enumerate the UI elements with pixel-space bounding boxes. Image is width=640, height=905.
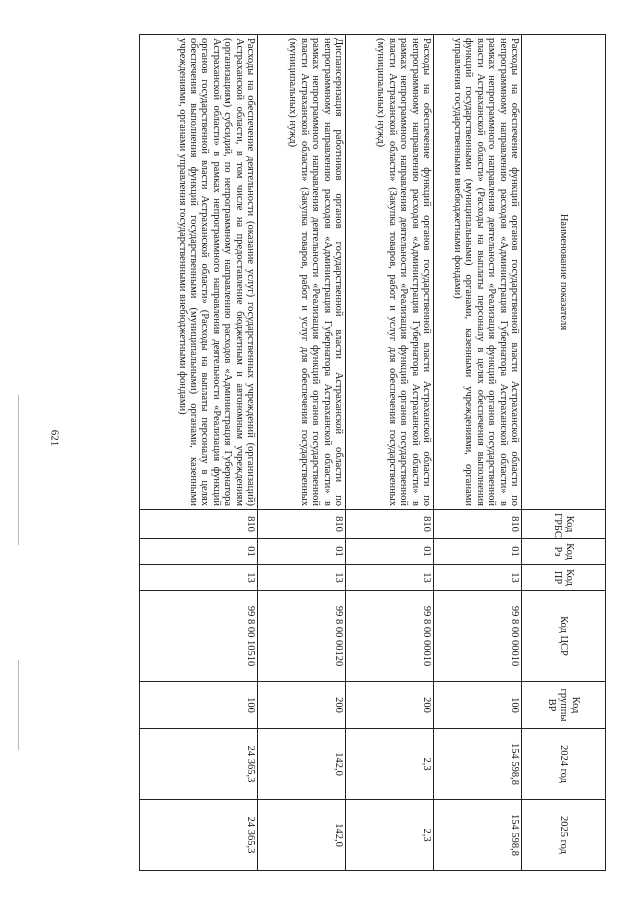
vr-cell: 100 (140, 682, 258, 729)
table-header-row (522, 35, 606, 871)
amount-2024-cell: 24 365,3 (140, 729, 258, 800)
grbs-cell: 810 (140, 510, 258, 539)
pr-cell: 13 (346, 565, 434, 591)
csr-cell: 99 8 00 00120 (258, 591, 346, 682)
rz-cell: 01 (140, 539, 258, 565)
amount-2024-cell: 154 598,8 (434, 729, 522, 800)
column-header-grbs: Код ГРБС (522, 510, 606, 539)
column-header-2025: 2025 год (522, 800, 606, 871)
csr-cell: 99 8 00 10510 (140, 591, 258, 682)
vr-cell: 200 (258, 682, 346, 729)
table-row (434, 35, 522, 871)
pr-cell: 13 (140, 565, 258, 591)
budget-table (139, 34, 606, 871)
row-name-cell: Диспансеризация работников органов государственной власти Астраханской области по непрограммному направлению расходов «Администрация Губернатора Астраханской области» в рамках непрограммного направления деятельности «Реализация функций органов государственной власти Астраханской области» (Закупка товаров, работ и услуг для обеспечения государственных (муниципальных) нужд) (258, 35, 346, 510)
grbs-cell: 810 (258, 510, 346, 539)
amount-2025-cell: 2,3 (346, 800, 434, 871)
column-header-name: Наименование показателя (522, 35, 606, 510)
csr-cell: 99 8 00 00010 (346, 591, 434, 682)
grbs-cell: 810 (434, 510, 522, 539)
scan-artifact (18, 395, 19, 545)
row-name-cell: Расходы на обеспечение функций органов государственной власти Астраханской области по непрограммному направлению расходов «Администрация Губернатора Астраханской области» в рамках непрограммного направления деятельности «Реализация функций органов государственной власти Астраханской области» (Закупка товаров, работ и услуг для обеспечения государственных (муниципальных) нужд) (346, 35, 434, 510)
amount-2024-cell: 142,0 (258, 729, 346, 800)
column-header-csr: Код ЦСР (522, 591, 606, 682)
amount-2025-cell: 142,0 (258, 800, 346, 871)
pr-cell: 13 (258, 565, 346, 591)
pr-cell: 13 (434, 565, 522, 591)
row-name-cell: Расходы на обеспечение функций органов государственной власти Астраханской области по непрограммному направлению расходов «Администрация Губернатора Астраханской области» в рамках непрограммного направления деятельности «Реализация функций органов государственной власти Астраханской области» (Расходы на выплаты персоналу в целях обеспечения выполнения функций государственными (муниципальными) органами, казенными учреждениями, органами управления государственными внебюджетными фондами) (434, 35, 522, 510)
column-header-rz: Код Рз (522, 539, 606, 565)
rotated-table-wrapper (140, 34, 606, 870)
rz-cell: 01 (434, 539, 522, 565)
grbs-cell: 810 (346, 510, 434, 539)
column-header-vr: Код группы ВР (522, 682, 606, 729)
rz-cell: 01 (258, 539, 346, 565)
row-name-cell: Расходы на обеспечение деятельности (оказание услуг) государственных учреждений (организаций) Астраханской области, в том числе на предоставление бюджетным и автономным учреждениям (организациям) субсидий, по непрограммному направлению расходов «Администрация Губернатора Астраханской области» в рамках непрограммного направления деятельности «Реализация функций органов государственной власти Астраханской области» (Расходы на выплаты персоналу в целях обеспечения выполнения функций государственными (муниципальными) органами, казенными учреждениями, органами управления государственными внебюджетными фондами) (140, 35, 258, 510)
amount-2024-cell: 2,3 (346, 729, 434, 800)
vr-cell: 100 (434, 682, 522, 729)
column-header-2024: 2024 год (522, 729, 606, 800)
table-row (346, 35, 434, 871)
csr-cell: 99 8 00 00010 (434, 591, 522, 682)
vr-cell: 200 (346, 682, 434, 729)
table-row (258, 35, 346, 871)
amount-2025-cell: 154 598,8 (434, 800, 522, 871)
rz-cell: 01 (346, 539, 434, 565)
page-number: 621 (48, 429, 61, 447)
table-row (140, 35, 258, 871)
column-header-pr: Код ПР (522, 565, 606, 591)
amount-2025-cell: 24 365,3 (140, 800, 258, 871)
scan-artifact (18, 660, 19, 750)
